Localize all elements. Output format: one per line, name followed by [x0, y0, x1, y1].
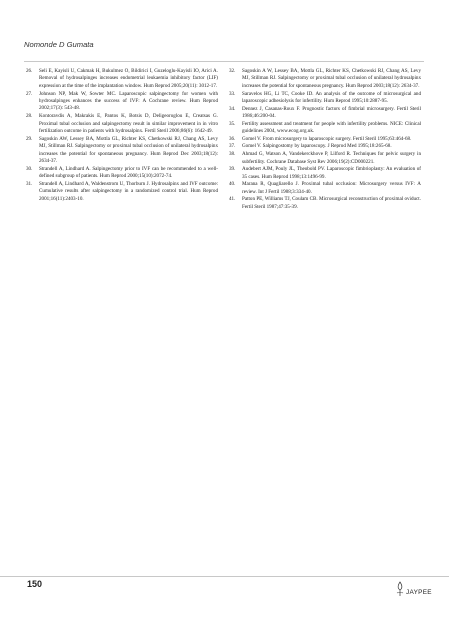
reference-item: [26, 166, 218, 181]
reference-text: Sagoskin A W, Lessey BA, Mottla GL, Richter KS, Chetkowski RJ, Chang AS, Levy MJ, Stillman RJ. Salpingectomy or proximal tubal occlusion of unilateral hydrosalpinx increases the potential for spontaneous pregnancy. Hum Reprod 2003;18(12): 2634-37.: [242, 68, 421, 89]
reference-item: [26, 181, 218, 203]
reference-text: Gomel V. From microsurgery to laparoscopic surgery. Fertil Steril 1995;63:464-68.: [242, 135, 412, 142]
reference-item: [229, 121, 421, 136]
reference-text: Strandell A, Lindhard A, Waldenstrom U, Thorburn J. Hydrosalpinx and IVF outcome: Cumulative results after salpingectomy in a randomized control trial. Hum Reprod 2001;16(11):2403-10.: [39, 180, 218, 202]
reference-column-left: [26, 68, 218, 203]
header-divider: [24, 61, 424, 62]
reference-number: 40.: [229, 181, 236, 188]
reference-number: 31.: [26, 180, 33, 187]
reference-number: 35.: [229, 120, 236, 127]
reference-item: [229, 181, 421, 196]
reference-number: 30.: [26, 165, 33, 172]
reference-text: Saravelos HG, Li TC, Cooke ID. An analysis of the outcome of microsurgical and laparoscopic adhesiolysis for infertility. Hum Reprod 1995;10:2887-95.: [242, 90, 421, 104]
publisher-name: JAYPEE: [406, 588, 432, 596]
reference-text: Fertility assessment and treatment for people with infertility problems. NICE: Clinical guidelines 2004, www.ecog.org.uk.: [242, 120, 421, 135]
reference-number: 27.: [26, 90, 33, 97]
reference-number: 34.: [229, 105, 236, 112]
reference-text: Marana R, Quagliarello J. Proximal tubal occlusion: Microsurgery versus IVF: A review. Int J Fertil 1988;3:334-40.: [242, 181, 421, 195]
reference-number: 38.: [229, 151, 236, 158]
reference-item: [26, 136, 218, 166]
reference-item: [229, 91, 421, 106]
reference-number: 37.: [229, 143, 236, 150]
reference-text: Sagoskin AW, Lessey BA, Mottla GL, Richter KS, Chetkowski RJ, Chang AS, Levy MJ, Stillman RJ. Salpingectomy or proximal tubal occlusion of unilateral hydrosalpinx increases the potential for spontaneous pregnancy. Hum Reprod Dec 2003;18(12): 2634-37.: [39, 135, 218, 164]
reference-column-right: [229, 68, 421, 211]
reference-item: [26, 91, 218, 113]
running-header: Nomonde D Gumata: [24, 40, 94, 49]
reference-number: 41.: [229, 196, 236, 203]
reference-text: Strandell A, Lindhard A. Salpingectomy prior to IVF can be recommended to a well-defined subgroup of patients. Hum Reprod 2000;15(10):2072-74.: [39, 165, 218, 180]
reference-number: 32.: [229, 68, 236, 74]
reference-item: [26, 113, 218, 135]
footer-divider: [0, 576, 449, 577]
reference-item: [229, 143, 421, 150]
reference-item: [229, 151, 421, 166]
reference-text: Audebert AJM, Pouly JL, Theobold PV. Laparoscopic fimbrioplasty: An evaluation of 35 cases. Hum Reprod 1998;13:1496-99.: [242, 166, 421, 180]
reference-number: 28.: [26, 113, 33, 120]
reference-item: [229, 68, 421, 90]
reference-number: 29.: [26, 135, 33, 142]
reference-number: 33.: [229, 90, 236, 97]
publisher-logo: [395, 581, 432, 597]
reference-text: Patton PE, Williams TJ, Coulam CB. Microsurgical reconstruction of proximal oviduct. Fertil Steril 1987;47:35-39.: [242, 196, 421, 210]
reference-text: Johnson NP, Mak W, Sowter MC. Laparoscopic salpingectomy for women with hydrosalpinges enhances the success of IVF: A Cochrane review. Hum Reprod 2002;17(3): 543-48.: [39, 90, 218, 112]
reference-number: 26.: [26, 68, 33, 74]
reference-text: Kontoravdis A, Makrakis E, Pantos K, Botsis D, Deligeoroglou E, Creatsas G. Proximal tubal occlusion and salpingectomy result in similar improvement in in vitro fertilization outcome in patients with hydrosalpinx. Fertil Steril 2006;86(6): 1642-49.: [39, 113, 218, 134]
reference-item: [229, 136, 421, 143]
reference-text: Ahmad G, Watson A, Vandekerckhove P, Lilford R. Techniques for pelvic surgery in subfertility. Cochrane Database Syst Rev 2006;19(2):CD000221.: [242, 151, 421, 165]
reference-item: [229, 166, 421, 181]
reference-number: 39.: [229, 166, 236, 173]
reference-number: 36.: [229, 135, 236, 142]
reference-text: Dennez J, Casanas-Roux F. Prognostic factors of fimbrial microsurgery. Fertil Steril 1986;46:200-04.: [242, 105, 421, 120]
page-number: 150: [27, 579, 43, 589]
publisher-emblem-icon: [395, 581, 405, 597]
reference-item: [229, 106, 421, 121]
reference-item: [26, 68, 218, 90]
reference-text: Gomel V. Salpingostomy by laparoscopy. J Reprod Med 1995;18:265-68.: [242, 143, 392, 150]
reference-text: Seli E, Kayisli U, Cakmak H, Bukulmez O, Bildirici I, Guzeloglu-Kayisli IO, Arici A. Removal of hydrosalpinges increases endometrial leukaemia inhibitory factor (LIF) expression at the time of the implantation window. Hum Reprod 2005;20(11): 3012-17.: [39, 68, 218, 89]
reference-item: [229, 196, 421, 211]
